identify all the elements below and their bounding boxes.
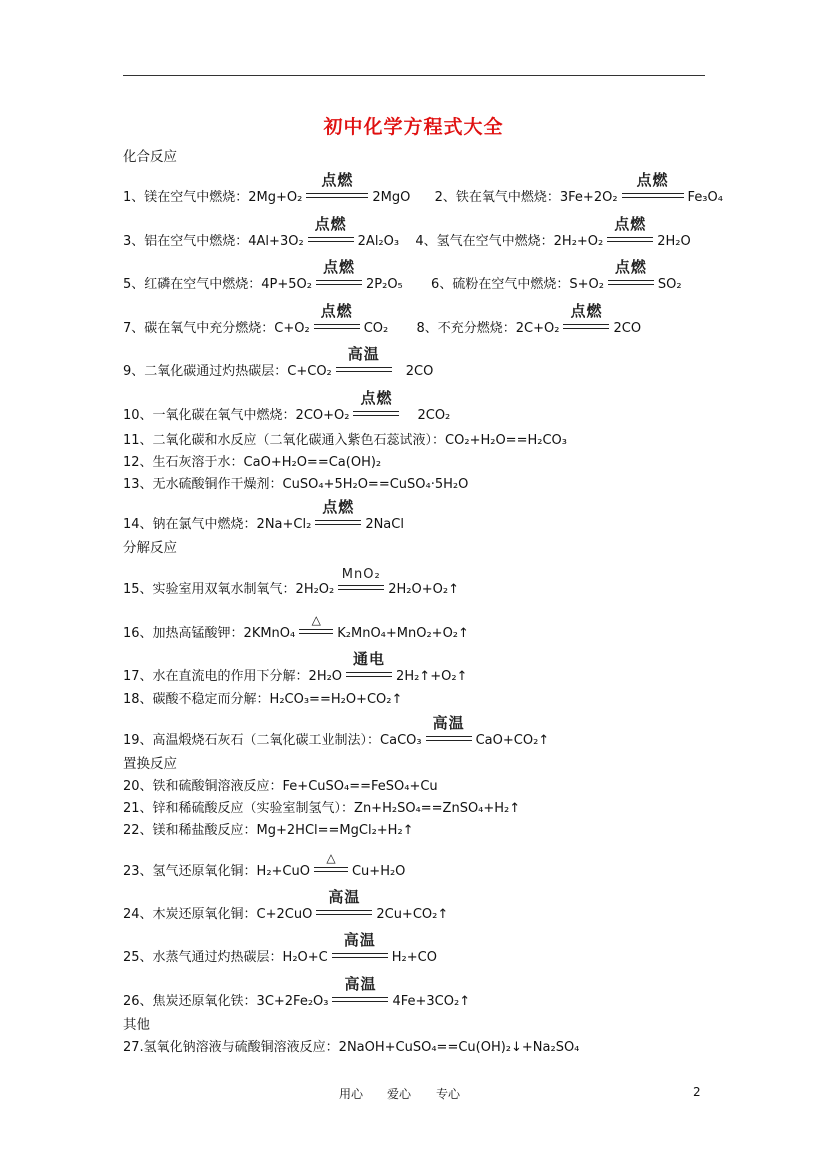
equation-line-25: [123, 931, 437, 965]
equation-line-1-2: [123, 171, 723, 205]
eq-25-right: H₂+CO: [391, 950, 437, 965]
eq-16-left: 16、加热高锰酸钾：2KMnO₄: [123, 626, 296, 641]
eq-5-right: 2P₂O₅: [366, 277, 403, 292]
eq-7-right: CO₂: [363, 321, 389, 336]
reaction-condition: [316, 258, 362, 292]
eq-17-left: 17、水在直流电的作用下分解：2H₂O: [123, 669, 343, 684]
eq-14-right: 2NaCl: [365, 517, 404, 532]
condition-label: 高温: [432, 714, 465, 732]
condition-label: 点燃: [614, 215, 647, 233]
eq-6-left: 6、硫粉在空气中燃烧：S+O₂: [431, 277, 604, 292]
equation-line-10: [123, 389, 451, 423]
reaction-condition: [332, 931, 388, 965]
equation-line-14: [123, 498, 404, 532]
condition-label: 高温: [328, 888, 361, 906]
reaction-condition: [315, 498, 361, 532]
eq-15-right: 2H₂O+O₂↑: [388, 582, 459, 597]
reaction-condition: [314, 302, 360, 336]
equation-line-23: [123, 851, 406, 879]
equation-line-24: [123, 888, 449, 922]
equation-line-12: 12、生石灰溶于水：CaO+H₂O==Ca(OH)₂: [123, 455, 382, 470]
section-heading-other: 其他: [123, 1017, 150, 1033]
section-heading-displacement: 置换反应: [123, 756, 177, 772]
eq-15-left: 15、实验室用双氧水制氧气：2H₂O₂: [123, 582, 335, 597]
condition-label: 点燃: [360, 389, 393, 407]
eq-3-left: 3、铝在空气中燃烧：4Al+3O₂: [123, 234, 304, 249]
heat-triangle-icon: △: [326, 851, 336, 865]
eq-2-right: Fe₃O₄: [687, 190, 723, 205]
eq-19-left: 19、高温煅烧石灰石（二氧化碳工业制法）：CaCO₃: [123, 733, 422, 748]
equation-line-9: [123, 345, 434, 379]
condition-label: 高温: [347, 345, 380, 363]
eq-2-left: 2、铁在氧气中燃烧：3Fe+2O₂: [434, 190, 618, 205]
eq-6-right: SO₂: [657, 277, 682, 292]
condition-label: 点燃: [636, 171, 669, 189]
eq-17-right: 2H₂↑+O₂↑: [396, 669, 468, 684]
reaction-condition: [314, 851, 348, 879]
eq-9-right: 2CO: [405, 364, 434, 379]
footer-text-1: 用心: [339, 1087, 364, 1101]
condition-label: 通电: [353, 650, 386, 668]
heat-triangle-icon: △: [311, 613, 321, 627]
eq-24-right: 2Cu+CO₂↑: [376, 907, 449, 922]
reaction-condition: [336, 345, 392, 379]
reaction-condition: [308, 215, 354, 249]
section-heading-decomposition: 分解反应: [123, 540, 177, 556]
reaction-condition: [316, 888, 372, 922]
eq-3-right: 2Al₂O₃: [357, 234, 400, 249]
equation-line-21: 21、锌和稀硫酸反应（实验室制氢气）：Zn+H₂SO₄==ZnSO₄+H₂↑: [123, 801, 521, 816]
reaction-condition: [299, 613, 333, 641]
eq-8-left: 8、不充分燃烧：2C+O₂: [416, 321, 560, 336]
eq-9-left: 9、二氧化碳通过灼热碳层：C+CO₂: [123, 364, 332, 379]
condition-label: 高温: [344, 975, 377, 993]
reaction-condition: [306, 171, 368, 205]
eq-26-right: 4Fe+3CO₂↑: [392, 994, 471, 1009]
condition-label: 点燃: [314, 215, 347, 233]
eq-24-left: 24、木炭还原氧化铜：C+2CuO: [123, 907, 313, 922]
equation-line-22: 22、镁和稀盐酸反应：Mg+2HCl==MgCl₂+H₂↑: [123, 823, 414, 838]
equation-line-16: [123, 613, 469, 641]
eq-4-right: 2H₂O: [657, 234, 691, 249]
condition-label: 点燃: [322, 498, 355, 516]
condition-label: 点燃: [570, 302, 603, 320]
equation-line-17: [123, 650, 468, 684]
equation-line-5-6: [123, 258, 682, 292]
eq-7-left: 7、碳在氧气中充分燃烧：C+O₂: [123, 321, 310, 336]
reaction-condition: [346, 650, 392, 684]
condition-label: 高温: [343, 931, 376, 949]
equation-line-15: [123, 567, 459, 597]
equation-line-3-4: [123, 215, 691, 249]
eq-26-left: 26、焦炭还原氧化铁：3C+2Fe₂O₃: [123, 994, 329, 1009]
reaction-condition: [332, 975, 388, 1009]
reaction-condition: [338, 567, 384, 597]
eq-1-right: 2MgO: [372, 190, 411, 205]
eq-8-right: 2CO: [613, 321, 642, 336]
header-rule: [123, 75, 705, 76]
footer-text-3: 专心: [436, 1087, 461, 1101]
condition-label: 点燃: [614, 258, 647, 276]
condition-label: 点燃: [322, 258, 355, 276]
eq-16-right: K₂MnO₄+MnO₂+O₂↑: [337, 626, 469, 641]
section-heading-combination: 化合反应: [123, 149, 177, 165]
eq-10-right: 2CO₂: [417, 408, 451, 423]
equation-line-18: 18、碳酸不稳定而分解：H₂CO₃==H₂O+CO₂↑: [123, 692, 403, 707]
equation-line-13: 13、无水硫酸铜作干燥剂：CuSO₄+5H₂O==CuSO₄·5H₂O: [123, 477, 469, 492]
page-title: 初中化学方程式大全: [323, 116, 504, 138]
page-number: 2: [693, 1085, 701, 1099]
reaction-condition: [608, 258, 654, 292]
eq-14-left: 14、钠在氯气中燃烧：2Na+Cl₂: [123, 517, 312, 532]
equation-line-19: [123, 714, 550, 748]
reaction-condition: [622, 171, 684, 205]
eq-1-left: 1、镁在空气中燃烧：2Mg+O₂: [123, 190, 303, 205]
eq-10-left: 10、一氧化碳在氧气中燃烧：2CO+O₂: [123, 408, 350, 423]
reaction-condition: [563, 302, 609, 336]
condition-label: 点燃: [321, 171, 354, 189]
reaction-condition: [353, 389, 399, 423]
equation-line-20: 20、铁和硫酸铜溶液反应：Fe+CuSO₄==FeSO₄+Cu: [123, 779, 438, 794]
eq-4-left: 4、氢气在空气中燃烧：2H₂+O₂: [415, 234, 604, 249]
eq-5-left: 5、红磷在空气中燃烧：4P+5O₂: [123, 277, 312, 292]
reaction-condition: [426, 714, 472, 748]
equation-line-7-8: [123, 302, 642, 336]
eq-25-left: 25、水蒸气通过灼热碳层：H₂O+C: [123, 950, 328, 965]
eq-19-right: CaO+CO₂↑: [475, 733, 550, 748]
condition-label: MnO₂: [341, 567, 381, 582]
reaction-condition: [607, 215, 653, 249]
equation-line-27: 27.氢氧化钠溶液与硫酸铜溶液反应：2NaOH+CuSO₄==Cu(OH)₂↓+Na₂SO₄: [123, 1040, 580, 1055]
eq-23-left: 23、氢气还原氧化铜：H₂+CuO: [123, 864, 310, 879]
footer-text-2: 爱心: [387, 1087, 412, 1101]
eq-23-right: Cu+H₂O: [351, 864, 406, 879]
equation-line-11: 11、二氧化碳和水反应（二氧化碳通入紫色石蕊试液）：CO₂+H₂O==H₂CO₃: [123, 433, 567, 448]
condition-label: 点燃: [320, 302, 353, 320]
equation-line-26: [123, 975, 471, 1009]
